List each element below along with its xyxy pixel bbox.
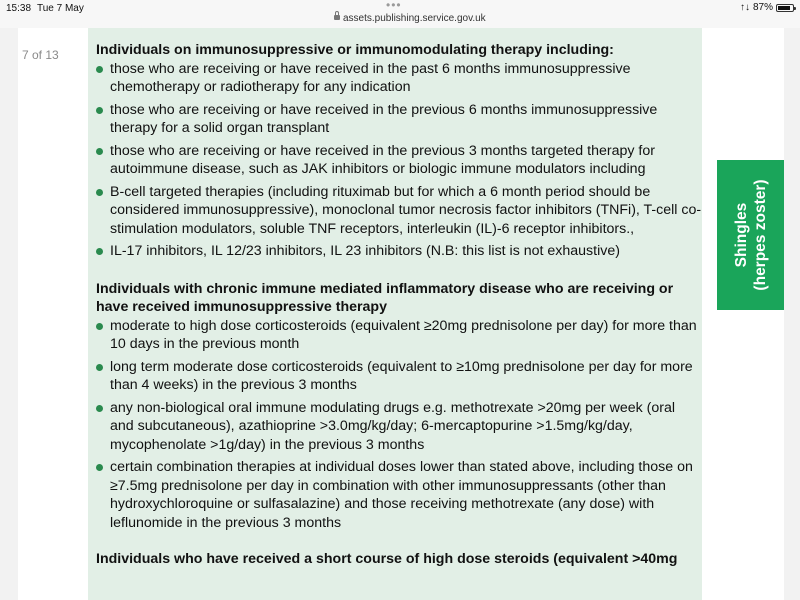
list-item-text: long term moderate dose corticosteroids (equivalent to ≥10mg prednisolone per day for more than 4 weeks) in the previous 3 months [110,358,693,393]
url-text: assets.publishing.service.gov.uk [343,13,486,24]
page-counter: 7 of 13 [22,48,59,62]
shingles-side-tab[interactable] [717,160,784,310]
list-item [96,399,702,455]
section-heading: Individuals with chronic immune mediated inflammatory disease who are receiving or have received immunosuppressive therapy [96,280,674,315]
bullet-icon [96,405,103,412]
list-item [96,317,702,354]
bullet-icon [96,148,103,155]
status-date: Tue 7 May [37,3,84,14]
list-item [96,142,702,179]
bullet-icon [96,364,103,371]
list-item-text: IL-17 inhibitors, IL 12/23 inhibitors, IL 23 inhibitors (N.B: this list is not exhaustive) [110,243,620,259]
more-dots-icon[interactable]: ••• [386,0,402,12]
section-heading: Individuals on immunosuppressive or immunomodulating therapy including: [96,42,614,58]
bullet-list [96,60,702,261]
battery-icon [776,4,794,12]
list-item-text: those who are receiving or have received in the previous 3 months targeted therapy for autoimmune disease, such as JAK inhibitors or biologic immune modulators including [110,142,655,177]
bullet-icon [96,189,103,196]
document-content [96,41,702,569]
lock-icon [334,15,340,20]
bullet-icon [96,66,103,73]
bullet-icon [96,464,103,471]
list-item [96,60,702,97]
list-item-text: B-cell targeted therapies (including rituximab but for which a 6 month period should be considered immunosuppressive), monoclonal tumor necrosis factor inhibitors (TNFi), T-cell co-stimulation modulators, soluble TNF receptors, interleukin (IL)-6 receptor inhibitors., [110,183,702,237]
list-item [96,458,702,532]
url-bar[interactable] [334,13,486,24]
side-tab-label [732,179,770,290]
status-time: 15:38 [6,3,32,14]
list-item-text: those who are receiving or have received in the past 6 months immunosuppressive chemotherapy or radiotherapy for any indication [110,60,631,95]
bullet-icon [96,248,103,255]
list-item-text: those who are receiving or have received in the previous 6 months immunosuppressive therapy for a solid organ transplant [110,101,658,136]
list-item [96,183,702,239]
battery-percent: 87% [752,2,773,13]
list-item [96,242,702,261]
bullet-icon [96,107,103,114]
list-item-text: moderate to high dose corticosteroids (equivalent ≥20mg prednisolone per day) for more than 10 days in the previous month [110,317,697,352]
side-tab-line1: Shingles [732,202,750,268]
list-item-text: any non-biological oral immune modulating drugs e.g. methotrexate >20mg per week (oral and subcutaneous), azathioprine >3.0mg/kg/day; 6-mercaptopurine >1.5mg/kg/day, mycophenolate >1g/day) in the previous 3 months [110,399,676,453]
wifi-icon: ↑↓ [739,2,750,13]
side-tab-line2: (herpes zoster) [751,179,769,291]
status-indicators [740,2,794,13]
bullet-list [96,317,702,533]
section-heading: Individuals who have received a short course of high dose steroids (equivalent >40mg [96,551,678,567]
list-item [96,101,702,138]
status-bar [0,0,800,28]
bullet-icon [96,323,103,330]
list-item [96,358,702,395]
list-item-text: certain combination therapies at individual doses lower than stated above, including those on ≥7.5mg prednisolone per day in combination with other immunosuppressants (other than hydroxychloroquine or sulfasalazine) and those receiving methotrexate (any dose) with leflunomide in the previous 3 months [110,459,693,531]
battery-fill [778,6,790,10]
